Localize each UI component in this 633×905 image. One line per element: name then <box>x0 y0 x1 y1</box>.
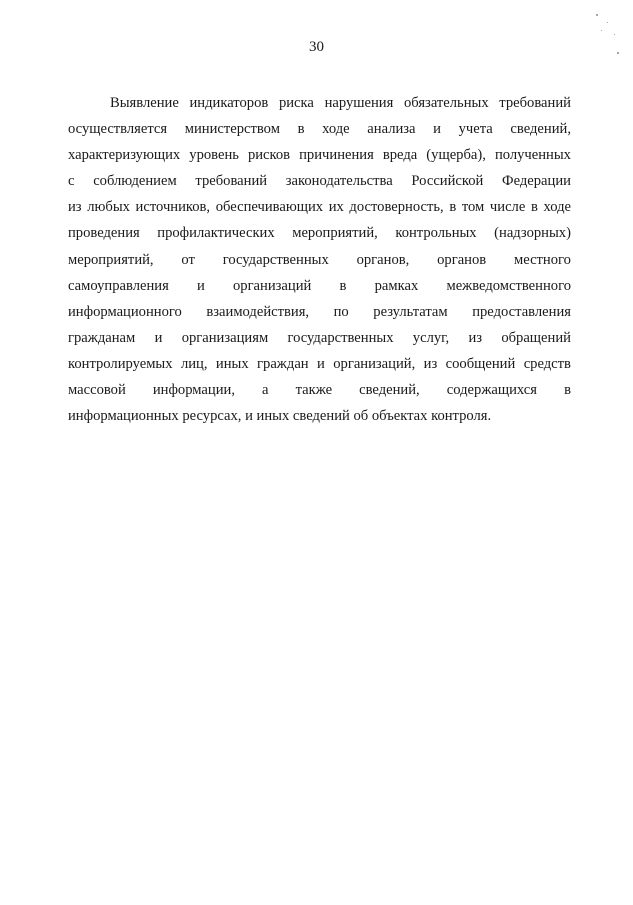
word: том <box>461 199 485 216</box>
word: в <box>297 121 305 138</box>
word: граждан <box>257 355 309 372</box>
word: в <box>564 382 571 399</box>
word: из <box>423 355 438 372</box>
word: мероприятий, <box>292 225 378 242</box>
word: любых <box>87 199 130 216</box>
word: организациям <box>181 329 269 346</box>
word: требований <box>195 173 268 190</box>
paragraph-line <box>68 220 571 246</box>
word: законодательства <box>285 173 393 190</box>
word: (надзорных) <box>494 225 571 242</box>
paragraph-line <box>68 325 571 351</box>
scan-speck <box>607 22 608 23</box>
paragraph-line <box>68 168 571 194</box>
paragraph-line <box>68 142 571 168</box>
word: анализа <box>367 121 416 138</box>
scan-speck <box>617 52 619 54</box>
word: характеризующих <box>68 147 181 164</box>
word: риска <box>278 95 314 111</box>
word: органов <box>437 251 487 268</box>
word: достоверность, <box>349 199 444 216</box>
word: информации, <box>152 382 235 399</box>
word: мероприятий, <box>68 251 154 268</box>
word: в <box>339 277 347 294</box>
word: и <box>433 121 441 138</box>
paragraph-line <box>68 299 571 325</box>
word: Федерации <box>502 173 571 190</box>
word: взаимодействия, <box>206 303 310 320</box>
word: (ущерба), <box>426 147 486 164</box>
word: информационного <box>68 303 182 320</box>
page-number: 30 <box>309 39 324 55</box>
word: сведений, <box>510 121 571 138</box>
word: в <box>449 199 457 216</box>
word: из <box>68 199 82 216</box>
body-paragraph <box>68 90 571 429</box>
word: с <box>68 173 75 190</box>
word: обязательных <box>403 95 489 111</box>
word: министерством <box>184 121 280 138</box>
word: источников, <box>135 199 211 216</box>
word: межведомственного <box>446 277 571 294</box>
word: индикаторов <box>189 95 269 111</box>
word: государственных <box>222 251 329 268</box>
word: рамках <box>374 277 419 294</box>
paragraph-line <box>68 247 571 273</box>
word: уровень <box>189 147 239 164</box>
word: полученных <box>494 147 571 164</box>
word: нарушения <box>324 95 394 111</box>
word: сообщений <box>445 355 516 372</box>
word: иных <box>215 355 249 372</box>
paragraph-line: информационных ресурсах, и иных сведений об объектах контроля. <box>68 408 492 425</box>
word: учета <box>458 121 493 138</box>
word: и <box>196 277 205 294</box>
word: Выявление <box>110 95 179 111</box>
word: организаций, <box>333 355 416 372</box>
word: услуг, <box>412 329 450 346</box>
word: организаций <box>232 277 312 294</box>
word: местного <box>514 251 571 268</box>
word: средств <box>523 355 571 372</box>
paragraph-line <box>68 194 571 220</box>
word: соблюдением <box>93 173 177 190</box>
word: гражданам <box>68 329 136 346</box>
word: проведения <box>68 225 140 242</box>
word: контрольных <box>395 225 477 242</box>
word: ходе <box>543 199 571 216</box>
word: результатам <box>373 303 448 320</box>
word: обращений <box>501 329 571 346</box>
word: сведений, <box>359 382 420 399</box>
scan-speck <box>601 30 602 31</box>
word: в <box>530 199 538 216</box>
paragraph-line <box>68 377 571 403</box>
word: лиц, <box>180 355 208 372</box>
word: числе <box>489 199 526 216</box>
word: из <box>468 329 483 346</box>
word: по <box>333 303 349 320</box>
word: государственных <box>287 329 394 346</box>
word: и <box>317 355 325 372</box>
scan-speck <box>596 14 598 16</box>
paragraph-line <box>68 351 571 377</box>
word: осуществляется <box>68 121 168 138</box>
word: массовой <box>68 382 126 399</box>
paragraph-line <box>68 116 571 142</box>
word: контролируемых <box>68 355 173 372</box>
word: также <box>295 382 333 399</box>
word: обеспечивающих <box>215 199 324 216</box>
word: причинения <box>299 147 374 164</box>
word: Российской <box>411 173 484 190</box>
word: их <box>328 199 344 216</box>
word: и <box>154 329 163 346</box>
scan-speck <box>614 34 615 35</box>
word: профилактических <box>157 225 275 242</box>
paragraph-line <box>68 90 571 116</box>
word: органов, <box>356 251 410 268</box>
word: а <box>262 382 269 399</box>
word: от <box>181 251 195 268</box>
word: рисков <box>247 147 291 164</box>
word: предоставления <box>472 303 571 320</box>
word: ходе <box>322 121 350 138</box>
paragraph-line <box>68 273 571 299</box>
word: самоуправления <box>68 277 169 294</box>
word: содержащихся <box>446 382 537 399</box>
word: вреда <box>382 147 418 164</box>
word: требований <box>499 95 571 111</box>
